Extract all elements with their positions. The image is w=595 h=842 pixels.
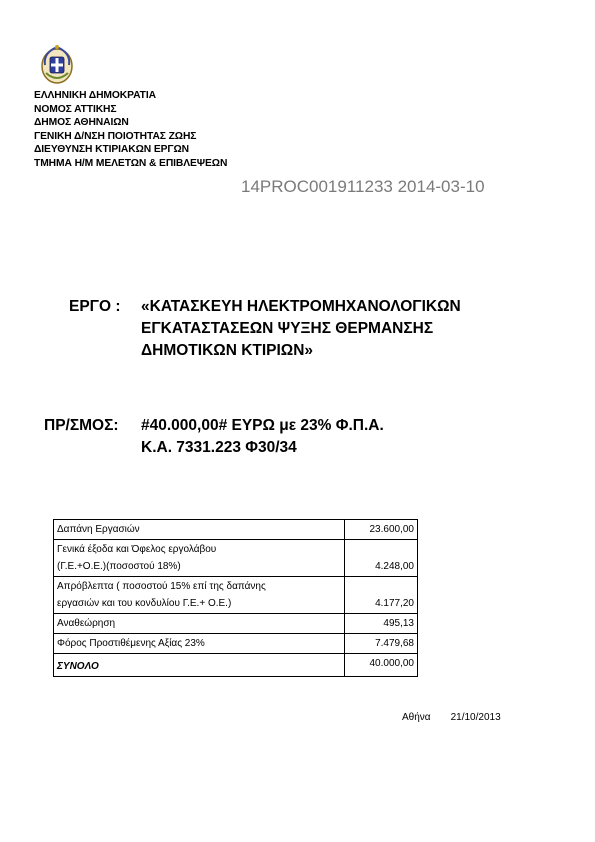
- row-amount: 4.248,00: [345, 540, 418, 577]
- row-label-line: Αναθεώρηση: [57, 618, 116, 629]
- table-row: [54, 520, 418, 540]
- project-title-line: ΕΓΚΑΤΑΣΤΑΣΕΩΝ ΨΥΞΗΣ ΘΕΡΜΑΝΣΗΣ: [141, 320, 434, 337]
- row-amount: 7.479,68: [345, 634, 418, 654]
- protocol-number: 14PROC001911233 2014-03-10: [241, 177, 485, 196]
- row-label-line: Φόρος Προστιθέμενης Αξίας 23%: [57, 638, 205, 649]
- project-title-line: «ΚΑΤΑΣΚΕΥΗ ΗΛΕΚΤΡΟΜΗΧΑΝΟΛΟΓΙΚΩΝ: [141, 298, 461, 315]
- header-line: ΤΜΗΜΑ Η/Μ ΜΕΛΕΤΩΝ & ΕΠΙΒΛΕΨΕΩΝ: [34, 157, 228, 169]
- project-label: ΕΡΓΟ :: [69, 298, 121, 315]
- row-label: [54, 520, 345, 540]
- project-title-line: ΔΗΜΟΤΙΚΩΝ ΚΤΙΡΙΩΝ»: [141, 342, 314, 359]
- coat-of-arms-icon: [39, 43, 75, 85]
- row-label-line: (Γ.Ε.+Ο.Ε.)(ποσοστού 18%): [57, 561, 181, 572]
- total-amount: 40.000,00: [345, 654, 418, 677]
- total-label: ΣΥΝΟΛΟ: [54, 654, 345, 677]
- header-line: ΔΗΜΟΣ ΑΘΗΝΑΙΩΝ: [34, 117, 129, 129]
- row-label-line: εργασιών και του κονδυλίου Γ.Ε.+ Ο.Ε.): [57, 598, 232, 609]
- row-label-line: Απρόβλεπτα ( ποσοστού 15% επί της δαπάνης: [57, 581, 266, 592]
- header-line: ΔΙΕΥΘΥΝΣΗ ΚΤΙΡΙΑΚΩΝ ΕΡΓΩΝ: [34, 144, 189, 156]
- issuer-header: [34, 89, 227, 171]
- table-row: [54, 577, 418, 614]
- row-label: [54, 634, 345, 654]
- project-title: [141, 296, 461, 362]
- row-amount: 495,13: [345, 614, 418, 634]
- row-label: [54, 614, 345, 634]
- table-row: [54, 634, 418, 654]
- budget-details: [141, 415, 384, 459]
- cost-breakdown-table: [53, 519, 418, 677]
- row-label: [54, 577, 345, 614]
- total-row: [54, 654, 418, 677]
- header-line: ΕΛΛΗΝΙΚΗ ΔΗΜΟΚΡΑΤΙΑ: [34, 90, 156, 101]
- date: 21/10/2013: [450, 712, 501, 723]
- row-amount: 23.600,00: [345, 520, 418, 540]
- city: Αθήνα: [402, 712, 431, 723]
- row-label-line: Δαπάνη Εργασιών: [57, 524, 140, 535]
- header-line: ΝΟΜΟΣ ΑΤΤΙΚΗΣ: [34, 103, 117, 115]
- row-amount: 4.177,20: [345, 577, 418, 614]
- budget-code: Κ.Α. 7331.223 Φ30/34: [141, 439, 297, 456]
- row-label-line: Γενικά έξοδα και Όφελος εργολάβου: [57, 544, 217, 555]
- budget-amount: #40.000,00# ΕΥΡΩ με 23% Φ.Π.Α.: [141, 417, 384, 434]
- table-row: [54, 540, 418, 577]
- place-date: [402, 712, 501, 723]
- row-label: [54, 540, 345, 577]
- table-row: [54, 614, 418, 634]
- header-line: ΓΕΝΙΚΗ Δ/ΝΣΗ ΠΟΙΟΤΗΤΑΣ ΖΩΗΣ: [34, 130, 197, 142]
- budget-label: ΠΡ/ΣΜΟΣ:: [44, 417, 119, 434]
